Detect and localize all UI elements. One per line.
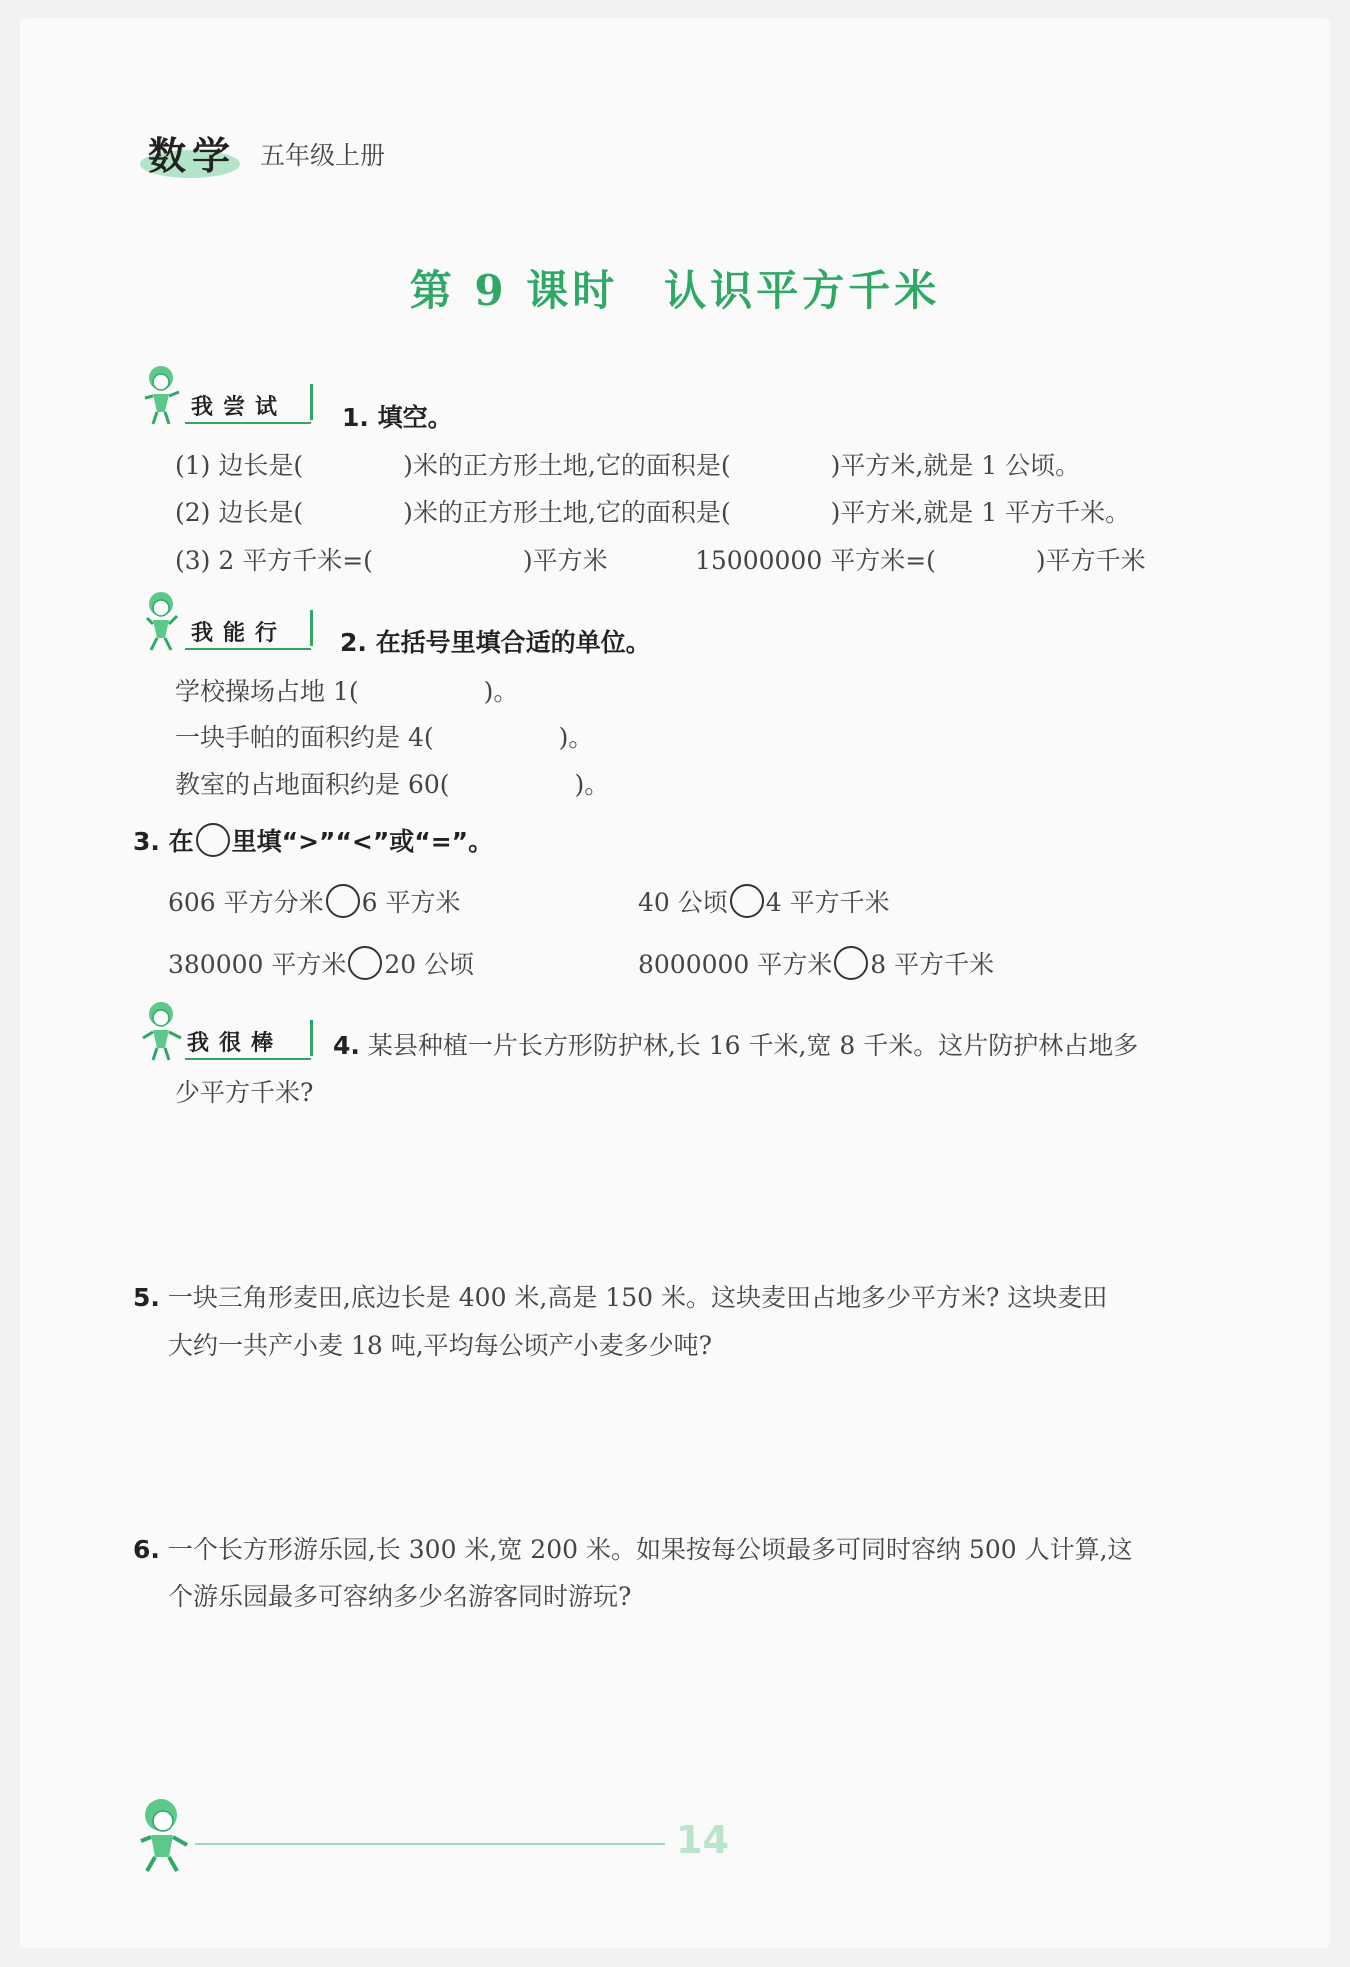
q1-line-2: (2) 边长是( )米的正方形土地,它的面积是( )平方米,就是 1 平方千米。 [175, 498, 1131, 527]
divider [310, 1020, 313, 1056]
q3-title [133, 822, 493, 858]
cartoon-kid-icon [135, 588, 191, 654]
q4-line-1 [333, 1026, 1138, 1062]
compare-item [168, 945, 474, 981]
q1-line-1: (1) 边长是( )米的正方形土地,它的面积是( )平方米,就是 1 公顷。 [175, 451, 1081, 480]
compare-right: 6 平方米 [361, 888, 461, 917]
cartoon-kid-icon [135, 998, 191, 1064]
section-label: 我尝试 [191, 395, 288, 420]
compare-item [168, 883, 461, 919]
q4-line-2: 少平方千米? [175, 1078, 314, 1107]
divider [185, 422, 311, 424]
compare-right: 4 平方千米 [765, 888, 890, 917]
q5-text: 一块三角形麦田,底边长是 400 米,高是 150 米。这块麦田占地多少平方米? 这块麦田 [167, 1283, 1108, 1312]
compare-circle[interactable] [834, 946, 868, 980]
grade-label: 五年级上册 [260, 141, 386, 170]
compare-item [638, 945, 994, 981]
q4-number: 4. [333, 1031, 360, 1060]
compare-left: 8000000 平方米 [638, 950, 833, 979]
q3-number: 3. [133, 827, 160, 856]
q2-title: 2. 在括号里填合适的单位。 [340, 628, 651, 657]
section-label: 我很棒 [187, 1031, 284, 1056]
q1-line-3a: (3) 2 平方千米=( )平方米 [175, 546, 608, 575]
compare-circle[interactable] [348, 946, 382, 980]
q2-line-1: 学校操场占地 1( )。 [175, 677, 519, 706]
footer-rule [195, 1843, 665, 1845]
q6-number: 6. [133, 1535, 160, 1564]
q6-line-1 [133, 1530, 1133, 1566]
q2-line-3: 教室的占地面积约是 60( )。 [175, 770, 610, 799]
compare-right: 8 平方千米 [870, 950, 995, 979]
page-number: 14 [676, 1818, 729, 1862]
q1-title: 1. 填空。 [342, 403, 453, 432]
q5-line-2: 大约一共产小麦 18 吨,平均每公顷产小麦多少吨? [168, 1331, 713, 1360]
q6-line-2: 个游乐园最多可容纳多少名游客同时游玩? [168, 1582, 632, 1611]
compare-circle[interactable] [730, 884, 764, 918]
compare-circle[interactable] [326, 884, 360, 918]
compare-left: 40 公顷 [638, 888, 728, 917]
divider [310, 384, 313, 420]
compare-right: 20 公顷 [384, 950, 475, 979]
q6-text: 一个长方形游乐园,长 300 米,宽 200 米。如果按每公顷最多可同时容纳 500 人计算,这 [167, 1535, 1133, 1564]
compare-item [638, 883, 890, 919]
cartoon-kid-icon [135, 362, 191, 428]
q4-text: 某县种植一片长方形防护林,长 16 千米,宽 8 千米。这片防护林占地多 [367, 1031, 1139, 1060]
compare-left: 380000 平方米 [168, 950, 347, 979]
q5-number: 5. [133, 1283, 160, 1312]
subject-title: 数学 [148, 134, 237, 178]
compare-left: 606 平方分米 [168, 888, 324, 917]
divider [185, 1058, 311, 1060]
q3-title-pre: 在 [168, 827, 194, 856]
q3-title-post: 里填“>”“<”或“=”。 [231, 827, 494, 856]
divider [185, 648, 311, 650]
compare-circle [196, 823, 230, 857]
section-label: 我能行 [191, 621, 288, 646]
lesson-title: 第 9 课时 认识平方千米 [409, 266, 941, 315]
divider [310, 610, 313, 646]
q5-line-1 [133, 1278, 1107, 1314]
q1-line-3b: 15000000 平方米=( )平方千米 [695, 546, 1146, 575]
q2-line-2: 一块手帕的面积约是 4( )。 [175, 723, 594, 752]
footer-mascot-icon [133, 1795, 203, 1875]
